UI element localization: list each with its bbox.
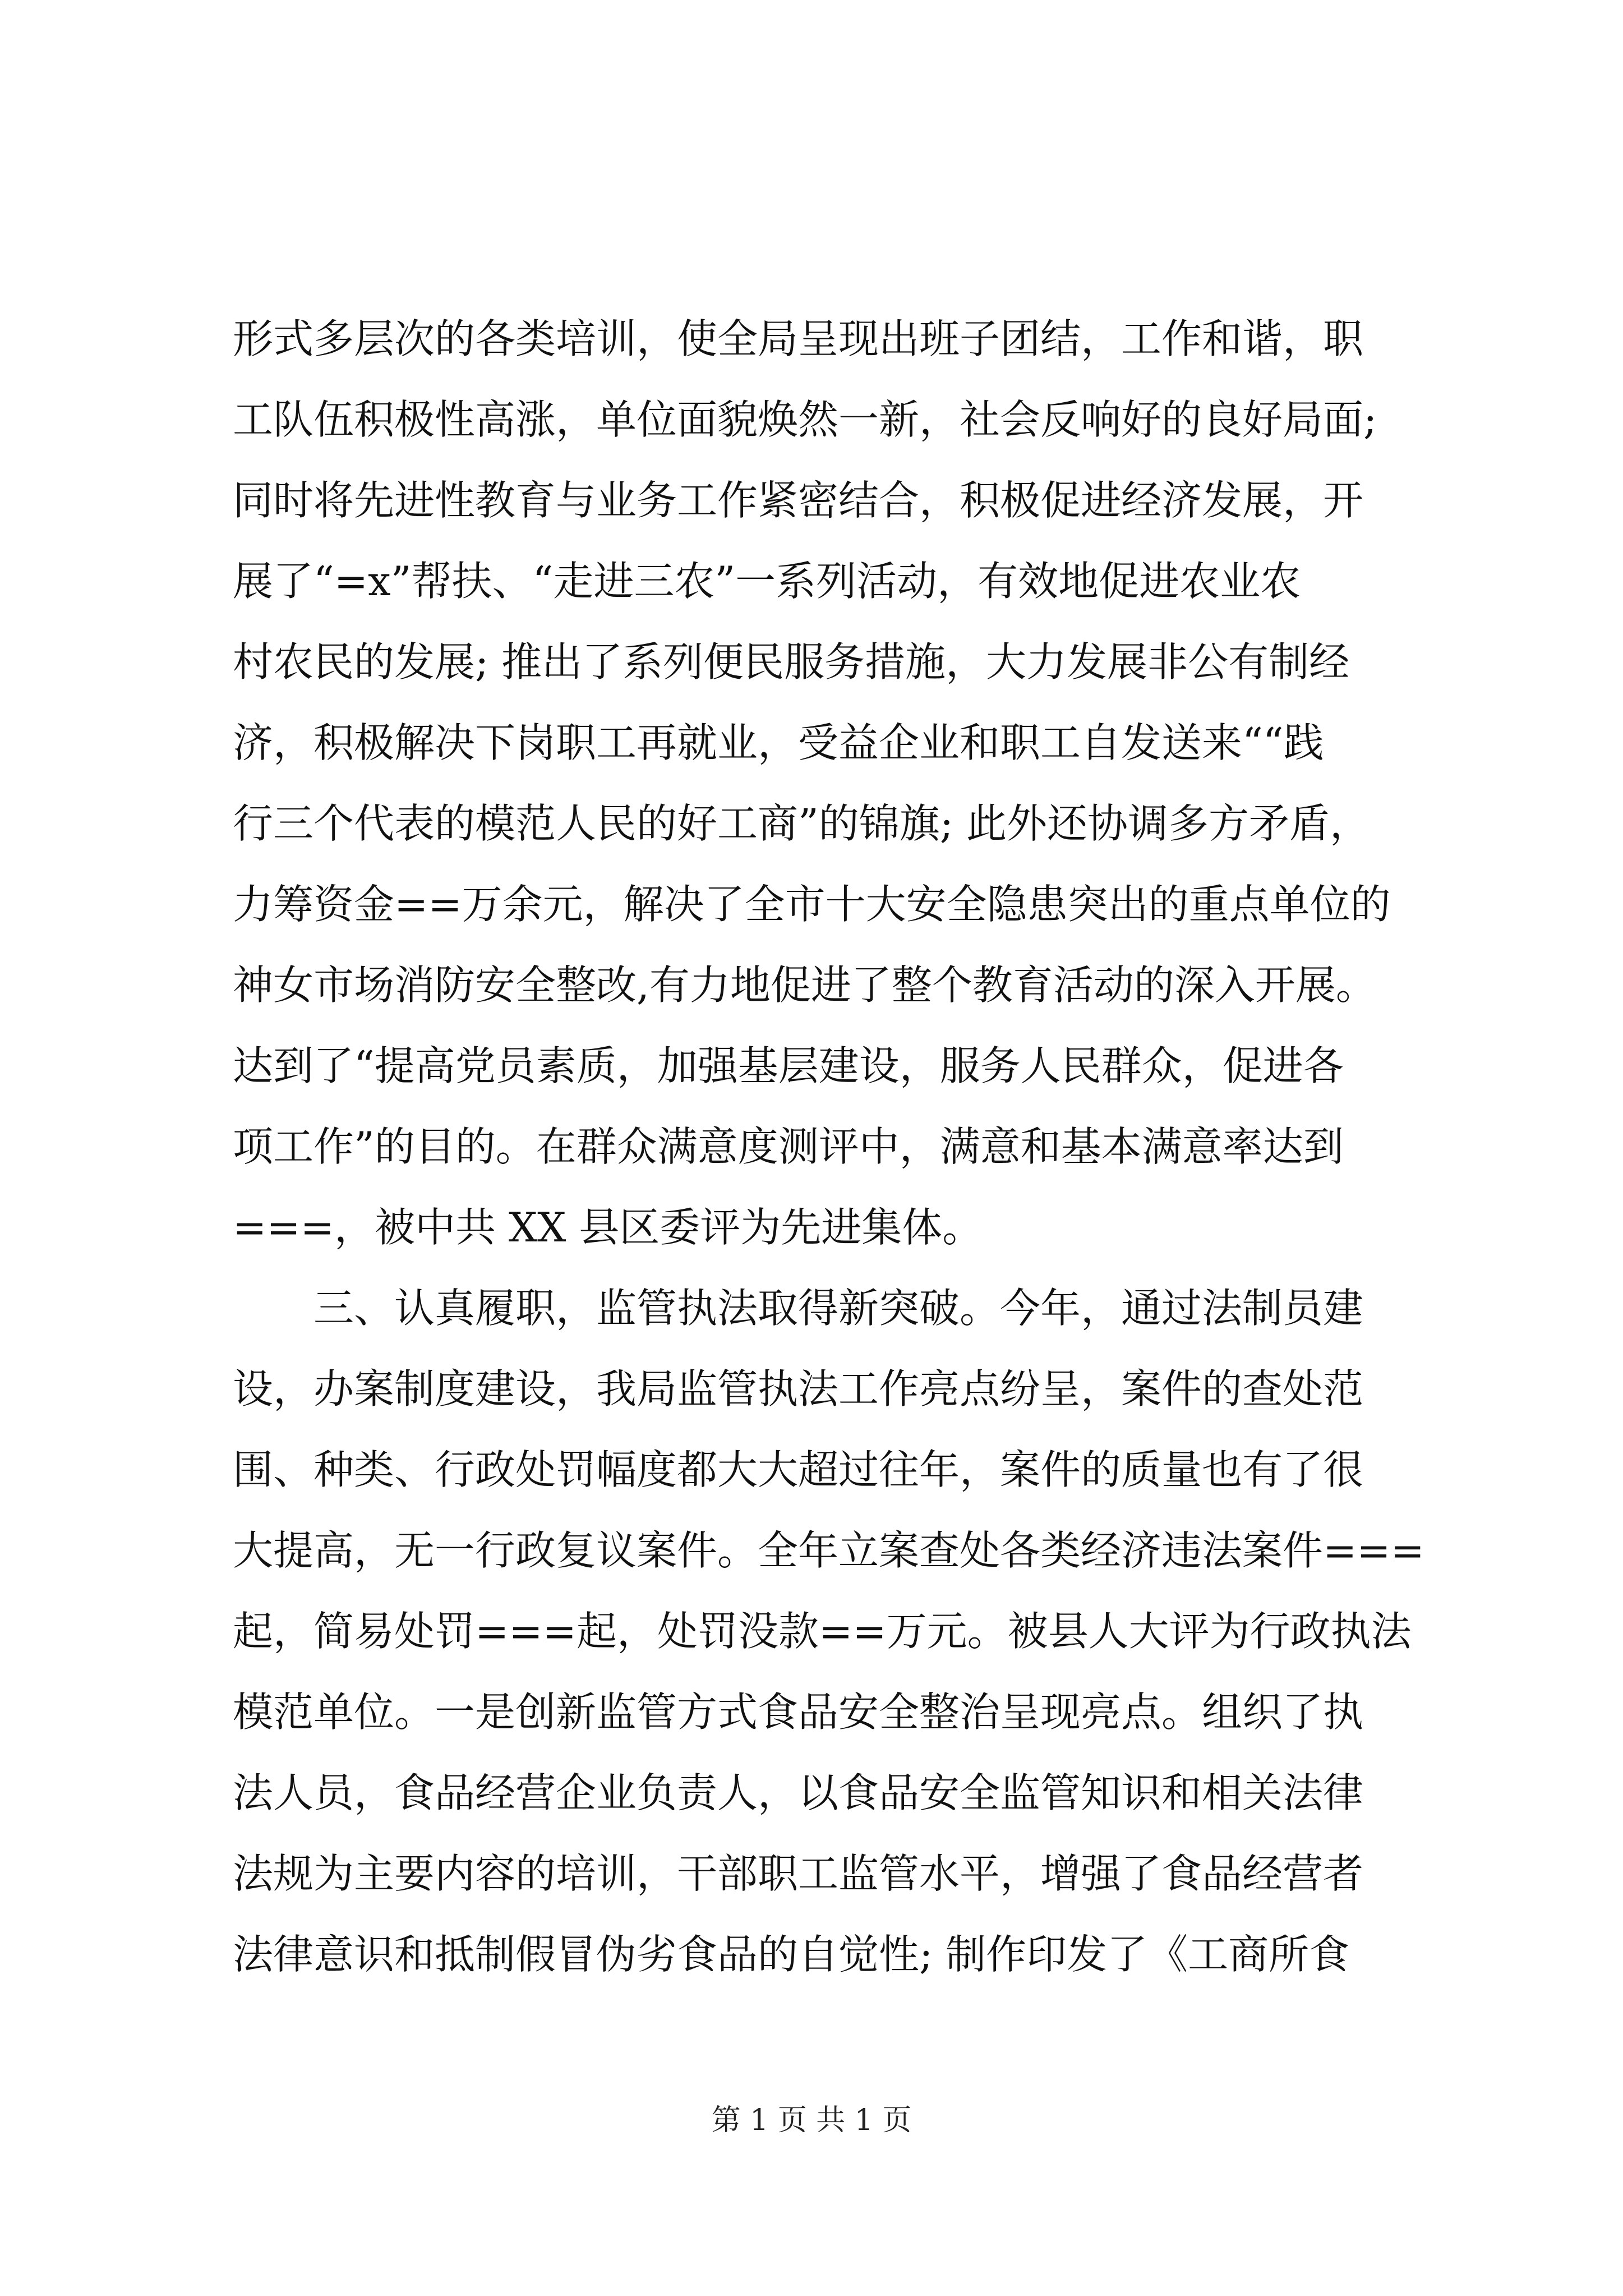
text-line: 围、种类、行政处罚幅度都大大超过往年，案件的质量也有了很: [233, 1446, 1364, 1493]
text-line: 达到了“提高党员素质，加强基层建设，服务人民群众，促进各: [233, 1042, 1344, 1089]
text-line: 工队伍积极性高涨，单位面貌焕然一新，社会反响好的良好局面;: [233, 396, 1377, 443]
text-line: 神女市场消防安全整改,有力地促进了整个教育活动的深入开展。: [233, 961, 1376, 1009]
section-heading-line: 三、认真履职，监管执法取得新突破。今年，通过法制员建: [313, 1285, 1364, 1332]
page-footer: [0, 2101, 1623, 2140]
text-line: 法人员，食品经营企业负责人，以食品安全监管知识和相关法律: [233, 1769, 1364, 1816]
text-line: 同时将先进性教育与业务工作紧密结合，积极促进经济发展，开: [233, 477, 1364, 524]
text-line: 大提高，无一行政复议案件。全年立案查处各类经济违法案件===: [233, 1527, 1424, 1574]
page-number-label: 第 1 页 共 1 页: [711, 2104, 912, 2137]
text-line: 村农民的发展; 推出了系列便民服务措施，大力发展非公有制经: [233, 638, 1350, 685]
text-line: 形式多层次的各类培训，使全局呈现出班子团结，工作和谐，职: [233, 315, 1364, 362]
text-line: 力筹资金==万余元，解决了全市十大安全隐患突出的重点单位的: [233, 881, 1391, 928]
text-line: ===，被中共 XX 县区委评为先进集体。: [233, 1204, 983, 1251]
text-line: 设，办案制度建设，我局监管执法工作亮点纷呈，案件的查处范: [233, 1365, 1364, 1412]
text-line: 法律意识和抵制假冒伪劣食品的自觉性; 制作印发了《工商所食: [233, 1931, 1350, 1978]
text-line: 法规为主要内容的培训，干部职工监管水平，增强了食品经营者: [233, 1850, 1364, 1897]
text-line: 项工作”的目的。在群众满意度测评中，满意和基本满意率达到: [233, 1123, 1344, 1170]
text-line: 济，积极解决下岗职工再就业，受益企业和职工自发送来““践: [233, 719, 1324, 766]
text-line: 展了“=x”帮扶、“走进三农”一系列活动，有效地促进农业农: [233, 558, 1301, 605]
text-line: 起，简易处罚===起，处罚没款==万元。被县人大评为行政执法: [233, 1608, 1412, 1655]
document-body: [233, 298, 1433, 1995]
text-line: 模范单位。一是创新监管方式食品安全整治呈现亮点。组织了执: [233, 1688, 1364, 1736]
text-line: 行三个代表的模范人民的好工商”的锦旗; 此外还协调多方矛盾，: [233, 800, 1370, 847]
